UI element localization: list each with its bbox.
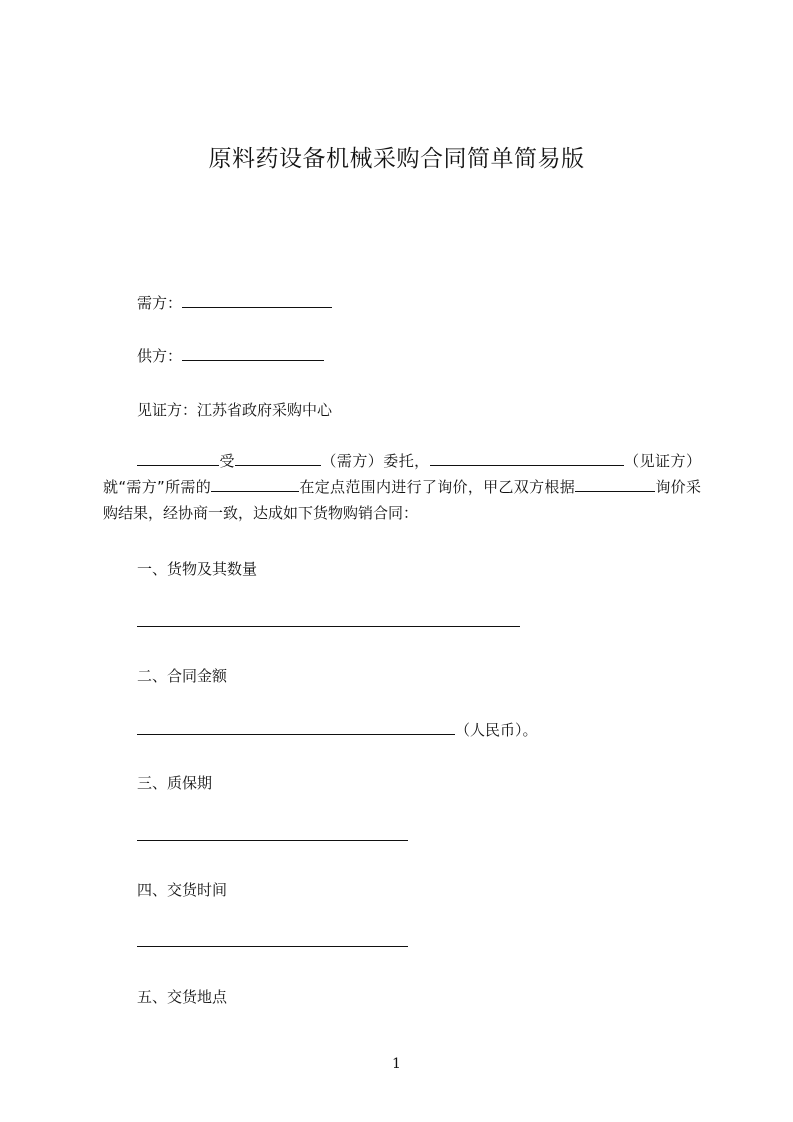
section-delivery-time-heading: 四、交货时间: [137, 881, 228, 899]
supplier-line: [137, 345, 324, 366]
witness-line: 见证方：江苏省政府采购中心: [137, 401, 333, 419]
supplier-blank: [182, 346, 324, 361]
amount-blank: [137, 720, 455, 735]
amount-line: [137, 719, 538, 740]
section-warranty-heading: 三、质保期: [137, 774, 213, 792]
supplier-label: 供方：: [137, 347, 183, 365]
section-goods-heading: 一、货物及其数量: [137, 560, 258, 578]
intro-blank-3: [430, 451, 624, 466]
document-title: 原料药设备机械采购合同简单简易版: [208, 146, 585, 172]
section-delivery-place-heading: 五、交货地点: [137, 988, 228, 1006]
intro-text-2: （需方）委托，: [320, 452, 430, 470]
intro-blank-4: [211, 477, 299, 492]
goods-blank: [137, 626, 520, 627]
intro-paragraph: [103, 448, 701, 526]
intro-blank-1: [137, 451, 219, 466]
intro-blank-5: [575, 477, 655, 492]
intro-blank-2: [235, 451, 321, 466]
page-number: 1: [392, 1056, 401, 1072]
section-amount-heading: 二、合同金额: [137, 667, 228, 685]
buyer-blank: [182, 293, 332, 308]
intro-text-1: 受: [219, 452, 235, 470]
buyer-label: 需方：: [137, 294, 183, 312]
intro-text-4: 在定点范围内进行了询价，甲乙双方根据: [299, 478, 576, 496]
amount-suffix: （人民币）。: [455, 721, 538, 739]
intro-text-3: （见证方）就“需方”所需的: [103, 452, 701, 496]
warranty-blank: [137, 840, 408, 841]
buyer-line: [137, 292, 332, 313]
delivery-time-blank: [137, 946, 408, 947]
intro-text-5: 询价采购结果，经协商一致，达成如下货物购销合同：: [103, 478, 701, 522]
